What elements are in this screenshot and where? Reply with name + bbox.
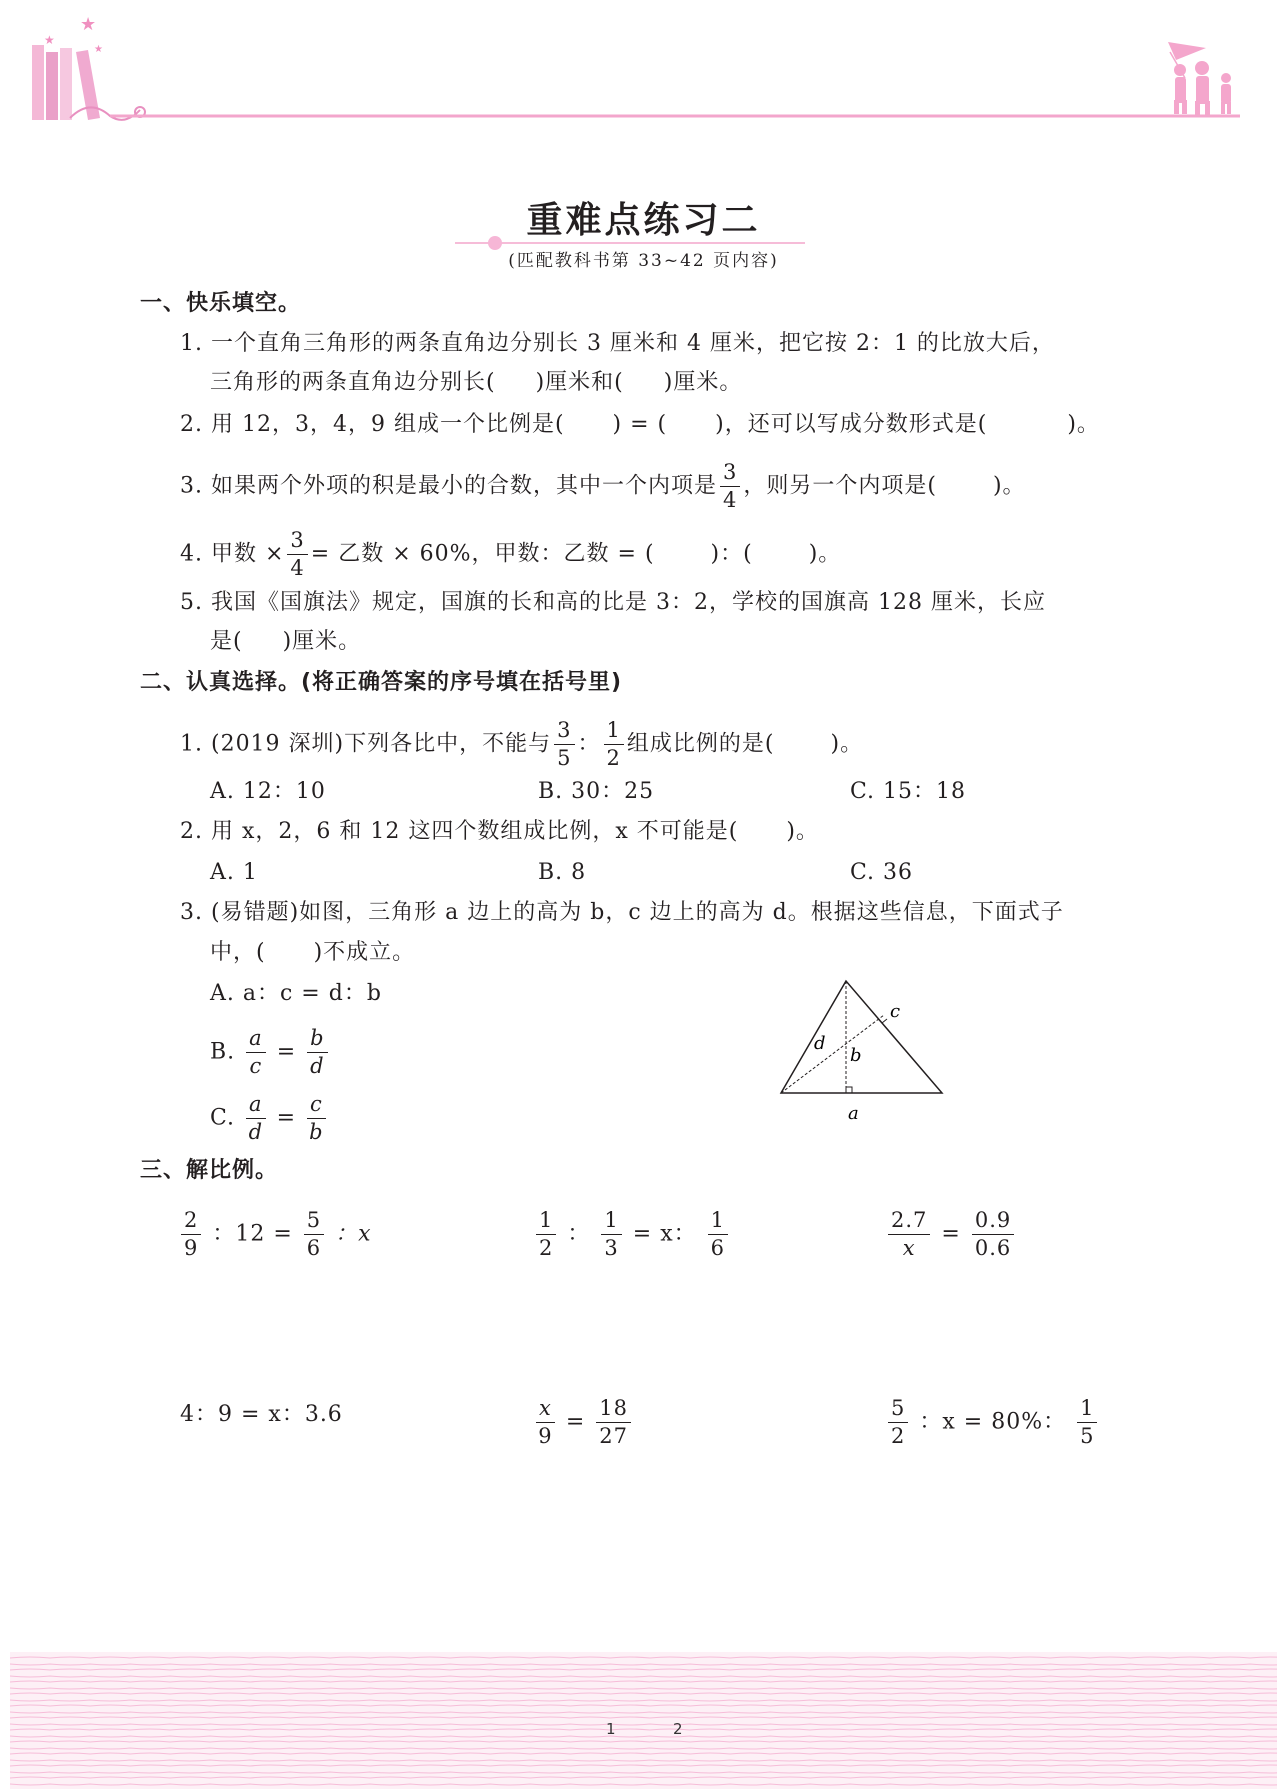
fraction: $\frac{18}{27}$ bbox=[596, 1398, 631, 1447]
svg-text:★: ★ bbox=[94, 44, 103, 55]
children-kite-icon bbox=[1168, 42, 1231, 115]
books-logo-icon bbox=[32, 14, 145, 120]
page-number-right: 2 bbox=[673, 1720, 683, 1738]
fraction: $\frac{0.9}{0.6}$ bbox=[972, 1210, 1014, 1259]
fraction: $\frac{1}{2}$ bbox=[604, 720, 624, 769]
section-3-heading: 三、解比例。 bbox=[140, 1158, 279, 1183]
fraction: $\frac{a}{d}$ bbox=[246, 1094, 266, 1143]
height-d-line bbox=[781, 1015, 884, 1093]
label-d: d bbox=[814, 1033, 826, 1054]
s2-q2-option-b: B. 8 bbox=[538, 860, 587, 885]
s2-q3-option-b: B. $\frac{a}{c}$ = $\frac{b}{d}$ bbox=[210, 1028, 331, 1077]
s1-q4: 4. 甲数 × $\frac{3}{4}$ = 乙数 × 60%，甲数：乙数 = ( )：( )。 bbox=[180, 528, 842, 580]
header-decoration bbox=[0, 0, 1287, 140]
equation-3: $\frac{2.7}{x}$ = $\frac{0.9}{0.6}$ bbox=[885, 1210, 1017, 1259]
fraction: $\frac{c}{b}$ bbox=[307, 1094, 326, 1143]
s2-q1: 1. (2019 深圳)下列各比中，不能与 $\frac{3}{5}$ ： $\frac{1}{2}$ 组成比例的是( )。 bbox=[180, 718, 864, 770]
fraction: $\frac{5}{2}$ bbox=[888, 1398, 908, 1447]
s1-q3: 3. 如果两个外项的积是最小的合数，其中一个内项是 $\frac{3}{4}$ ，则另一个内项是( )。 bbox=[180, 460, 1026, 512]
label-b: b bbox=[850, 1045, 862, 1066]
label-a: a bbox=[848, 1103, 859, 1124]
fraction: $\frac{3}{5}$ bbox=[554, 720, 574, 769]
title-underline bbox=[455, 236, 805, 250]
triangle-figure bbox=[770, 975, 950, 1135]
s1-q2: 2. 用 12，3，4，9 组成一个比例是( ) = ( )，还可以写成分数形式是( )。 bbox=[180, 412, 1100, 437]
page-number-left: 1 bbox=[606, 1720, 616, 1738]
s2-q2-option-a: A. 1 bbox=[210, 860, 258, 885]
s2-q3-line1: 3. (易错题)如图，三角形 a 边上的高为 b，c 边上的高为 d。根据这些信息，下面式子 bbox=[180, 900, 1064, 925]
s2-q1-option-c: C. 15：18 bbox=[850, 779, 967, 804]
s1-q1-line1: 1. 一个直角三角形的两条直角边分别长 3 厘米和 4 厘米，把它按 2：1 的比放大后， bbox=[180, 331, 1055, 356]
right-angle-mark-b bbox=[846, 1087, 852, 1093]
s2-q2: 2. 用 x，2，6 和 12 这四个数组成比例，x 不可能是( )。 bbox=[180, 819, 819, 844]
equation-1: $\frac{2}{9}$ ：12 = $\frac{5}{6}$ ：x bbox=[178, 1210, 372, 1259]
footer-wave-band bbox=[10, 1652, 1277, 1789]
s2-q1-option-b: B. 30：25 bbox=[538, 779, 655, 804]
s1-q5-line1: 5. 我国《国旗法》规定，国旗的长和高的比是 3：2，学校的国旗高 128 厘米，长应 bbox=[180, 590, 1046, 615]
fraction: $\frac{3}{4}$ bbox=[287, 530, 307, 579]
s2-q1-option-a: A. 12：10 bbox=[210, 779, 326, 804]
label-c: c bbox=[890, 1001, 901, 1022]
fraction: $\frac{x}{9}$ bbox=[536, 1398, 555, 1447]
s2-q3-option-a: A. a：c = d：b bbox=[210, 981, 382, 1006]
fraction: $\frac{1}{2}$ bbox=[536, 1210, 556, 1259]
section-1-heading: 一、快乐填空。 bbox=[140, 291, 302, 316]
s1-q1-line2: 三角形的两条直角边分别长( )厘米和( )厘米。 bbox=[210, 370, 743, 395]
section-2-heading: 二、认真选择。(将正确答案的序号填在括号里) bbox=[140, 670, 623, 695]
fraction: $\frac{b}{d}$ bbox=[307, 1028, 327, 1077]
page-title: 重难点练习二 bbox=[526, 199, 761, 241]
equation-2: $\frac{1}{2}$ ： $\frac{1}{3}$ = x： $\frac{1}{6}$ bbox=[533, 1210, 731, 1259]
fraction: $\frac{1}{6}$ bbox=[708, 1210, 728, 1259]
s2-q3-option-c: C. $\frac{a}{d}$ = $\frac{c}{b}$ bbox=[210, 1094, 329, 1143]
equation-5: $\frac{x}{9}$ = $\frac{18}{27}$ bbox=[533, 1398, 634, 1447]
fraction: $\frac{2.7}{x}$ bbox=[888, 1210, 930, 1259]
triangle-outline bbox=[781, 981, 942, 1093]
fraction: $\frac{1}{3}$ bbox=[601, 1210, 621, 1259]
fraction: $\frac{a}{c}$ bbox=[246, 1028, 266, 1077]
svg-text:★: ★ bbox=[44, 33, 55, 47]
fraction: $\frac{1}{5}$ bbox=[1077, 1398, 1097, 1447]
svg-text:★: ★ bbox=[80, 14, 97, 35]
s2-q3-line2: 中，( )不成立。 bbox=[210, 940, 416, 965]
s2-q2-option-c: C. 36 bbox=[850, 860, 914, 885]
fraction: $\frac{3}{4}$ bbox=[720, 462, 740, 511]
equation-6: $\frac{5}{2}$ ：x = 80%： $\frac{1}{5}$ bbox=[885, 1398, 1100, 1447]
fraction: $\frac{5}{6}$ bbox=[304, 1210, 324, 1259]
s1-q5-line2: 是( )厘米。 bbox=[210, 629, 362, 654]
page-subtitle: (匹配教科书第 33~42 页内容) bbox=[508, 251, 779, 271]
fraction: $\frac{2}{9}$ bbox=[181, 1210, 201, 1259]
equation-4: 4：9 = x：3.6 bbox=[180, 1402, 343, 1427]
